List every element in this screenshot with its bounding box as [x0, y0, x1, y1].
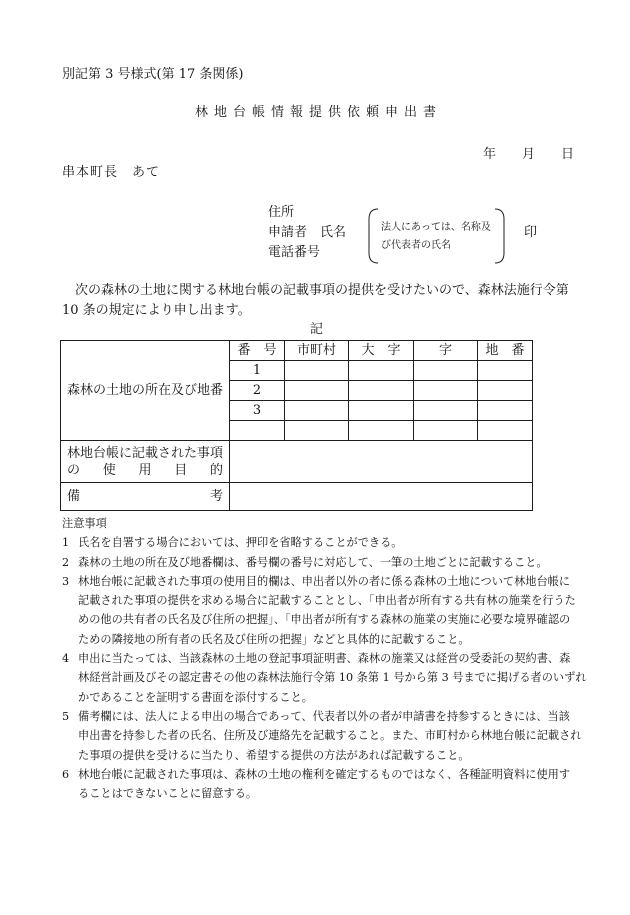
note-item-1 [62, 533, 602, 552]
note-item-6 [62, 765, 602, 804]
note-text-line: た事項の提供を受けるに当たり、希望する提供の方法があれば記載すること。 [78, 748, 470, 762]
purpose-value-cell [230, 441, 533, 483]
note-text-line: ることはできないことに留意する。 [78, 787, 258, 801]
lot-number-cell [478, 401, 533, 421]
note-text-line: 備考欄には、法人による申出の場合であって、代表者以外の者が申請書を持参するときには、当該 [78, 709, 570, 723]
phone-number-label: 電話番号 [268, 245, 321, 260]
note-text-line: 氏名を自署する場合においては、押印を省略することができる。 [78, 536, 403, 550]
notes-heading: 注意事項 [62, 517, 107, 530]
corporate-note-bracket [364, 206, 510, 268]
applicant-name-label: 申請者 氏名 [268, 225, 347, 240]
purpose-label-line: の 使 用 目 的 [67, 462, 228, 478]
record-label: 記 [310, 322, 324, 337]
note-text-line: 林地台帳に記載された事項は、森林の土地の権利を確定するものではなく、各種証明資料に使用す [78, 767, 571, 781]
municipality-cell [285, 401, 349, 421]
land-location-table [60, 340, 533, 511]
note-item-3 [62, 572, 602, 649]
row-number-cell: 3 [230, 401, 285, 421]
note-number: 2 [62, 555, 70, 569]
note-number: 1 [62, 536, 70, 550]
note-text-line: 林地台帳に記載された事項の使用目的欄は、申出者以外の者に係る森林の土地について林地台帳に [78, 574, 571, 588]
purpose-label-cell [61, 441, 230, 483]
aza-cell [414, 381, 478, 401]
header-number: 番 号 [230, 341, 285, 361]
header-oaza: 大 字 [349, 341, 414, 361]
oaza-cell [349, 361, 414, 381]
note-item-2 [62, 553, 602, 572]
header-aza: 字 [414, 341, 478, 361]
aza-cell [414, 401, 478, 421]
purpose-label-line-wrap [67, 462, 229, 479]
note-number: 3 [62, 574, 70, 588]
municipality-cell [285, 361, 349, 381]
municipality-cell [285, 421, 349, 441]
corporate-note-line: び代表者の氏名 [381, 240, 451, 251]
form-title: 林地台帳情報提供依頼申出書 [195, 105, 443, 120]
notes-section [62, 514, 602, 803]
header-lot-number: 地 番 [478, 341, 533, 361]
corporate-note-line: 法人にあっては、名称及 [381, 222, 491, 233]
date-line: 年 月 日 [483, 147, 575, 162]
note-text-line: 林経営計画及びその認定書その他の森林法施行令第 10 条第 1 号から第 3 号までに掲げる者のいずれ [78, 671, 587, 685]
lot-number-cell [478, 421, 533, 441]
address-label: 住所 [268, 205, 295, 220]
right-bracket [495, 209, 504, 263]
left-bracket [369, 209, 378, 263]
request-text-line: 次の森林の土地に関する林地台帳の記載事項の提供を受けたいので、森林法施行令第 [62, 283, 569, 298]
note-line [62, 553, 602, 572]
note-text-line: 申出書を持参した者の氏名、住所及び連絡先を記載すること。また、市町村から林地台帳に記載され [78, 729, 582, 743]
form-number: 別記第 3 号様式(第 17 条関係) [62, 67, 244, 82]
note-item-4 [62, 649, 602, 707]
note-line [62, 649, 602, 668]
note-text-line: ための隣接地の所有者の氏名及び住所の把握」などと具体的に記載すること。 [78, 632, 470, 646]
remarks-label: 備考 [67, 489, 354, 504]
oaza-cell [349, 401, 414, 421]
purpose-row [61, 441, 533, 483]
addressee: 串本町長 あて [62, 165, 161, 180]
lot-number-cell [478, 361, 533, 381]
oaza-cell [349, 381, 414, 401]
note-line [62, 707, 602, 726]
note-line [62, 572, 602, 591]
location-label-cell [61, 341, 230, 441]
municipality-cell [285, 381, 349, 401]
note-text-line: めの他の共有者の氏名及び住所の把握」、「申出者が所有する森林の施業の実施に必要な境界確認の [78, 613, 571, 627]
aza-cell [414, 361, 478, 381]
purpose-label-line: 林地台帳に記載された事項 [67, 445, 224, 461]
remarks-label-cell [61, 483, 354, 511]
note-text-line: 申出に当たっては、当該森林の土地の登記事項証明書、森林の施業又は経営の受委託の契約書、森 [78, 652, 571, 666]
note-text-line: 記載された事項の提供を求める場合に記載することとし、「申出者が所有する共有林の施業を行うた [78, 594, 576, 608]
row-number-cell: 1 [230, 361, 285, 381]
note-text-line: 森林の土地の所在及び地番欄は、番号欄の番号に対応して、一筆の土地ごとに記載すること。 [78, 555, 548, 569]
note-line [62, 765, 602, 784]
row-number-cell: 2 [230, 381, 285, 401]
note-number: 5 [62, 709, 70, 723]
lot-number-cell [478, 381, 533, 401]
table-header-row [61, 341, 533, 361]
seal-label: 印 [524, 225, 538, 240]
row-number-cell [230, 421, 285, 441]
request-text-line: 10 条の規定により申し出ます。 [62, 303, 251, 318]
location-label: 森林の土地の所在及び地番 [66, 383, 223, 398]
header-municipality: 市町村 [285, 341, 349, 361]
note-text-line: かであることを証明する書面を添付すること。 [78, 690, 313, 704]
note-line [62, 533, 602, 552]
remarks-row [61, 483, 533, 511]
note-number: 6 [62, 767, 70, 781]
note-number: 4 [62, 652, 70, 666]
oaza-cell [349, 421, 414, 441]
note-item-5 [62, 707, 602, 765]
aza-cell [414, 421, 478, 441]
